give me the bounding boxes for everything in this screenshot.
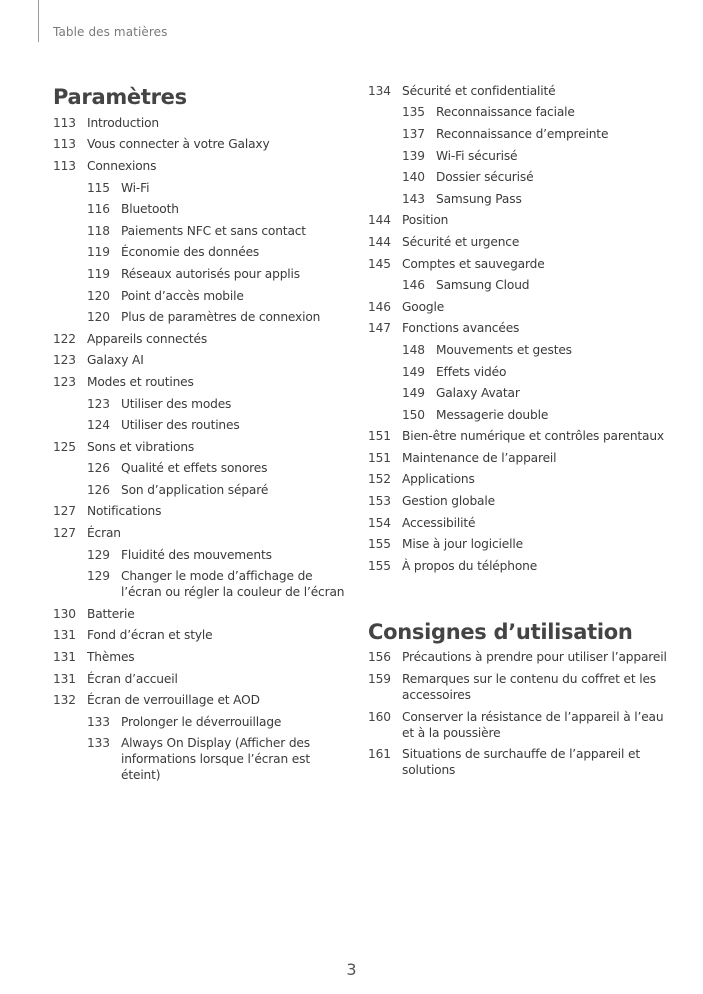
toc-entry[interactable] (53, 668, 353, 690)
toc-entry-label: Samsung Pass (436, 191, 522, 206)
toc-page-number: 147 (368, 321, 391, 336)
toc-subentry[interactable] (368, 382, 668, 404)
toc-entry[interactable] (368, 426, 668, 448)
toc-entry-label: Sécurité et urgence (402, 234, 520, 249)
toc-entry[interactable] (368, 80, 668, 102)
toc-entry-label: Point d’accès mobile (121, 288, 244, 303)
toc-subentry[interactable] (53, 565, 353, 603)
toc-entry-label: Utiliser des modes (121, 396, 232, 411)
toc-entry-label: Notifications (87, 504, 162, 519)
toc-entry-label: Maintenance de l’appareil (402, 450, 557, 465)
toc-entry-label: Prolonger le déverrouillage (121, 714, 282, 729)
toc-page-number: 127 (53, 504, 76, 519)
toc-entry[interactable] (53, 112, 353, 134)
toc-entry[interactable] (368, 447, 668, 469)
toc-entry-label: Réseaux autorisés pour applis (121, 266, 300, 281)
toc-page-number: 131 (53, 671, 76, 686)
toc-entry[interactable] (368, 647, 668, 669)
toc-page-number: 123 (53, 374, 76, 389)
toc-entry-label: Wi-Fi sécurisé (436, 148, 518, 163)
toc-page-number: 126 (87, 461, 110, 476)
toc-page-number: 131 (53, 628, 76, 643)
toc-entry[interactable] (368, 231, 668, 253)
toc-page-number: 127 (53, 526, 76, 541)
toc-entry[interactable] (368, 210, 668, 232)
toc-entry-label: Galaxy Avatar (436, 386, 520, 401)
toc-entry[interactable] (53, 350, 353, 372)
toc-entry-label: Mouvements et gestes (436, 342, 572, 357)
toc-page-number: 118 (87, 223, 110, 238)
toc-entry[interactable] (368, 490, 668, 512)
toc-entry-label: Wi-Fi (121, 180, 150, 195)
toc-entry-label: Son d’application séparé (121, 482, 269, 497)
toc-entry[interactable] (53, 501, 353, 523)
toc-entry-label: Utiliser des routines (121, 418, 240, 433)
toc-page-number: 129 (87, 547, 110, 562)
toc-entry[interactable] (53, 371, 353, 393)
toc-page-number: 135 (402, 105, 425, 120)
toc-page-number: 144 (368, 234, 391, 249)
toc-page-number: 153 (368, 494, 391, 509)
toc-page-number: 129 (87, 569, 110, 584)
toc-page-number: 134 (368, 83, 391, 98)
toc-page-number: 161 (368, 747, 391, 762)
toc-subentry[interactable] (53, 733, 353, 787)
toc-page-number: 113 (53, 137, 76, 152)
toc-page-number: 146 (402, 278, 425, 293)
toc-entry-label: Économie des données (121, 245, 260, 260)
toc-page-number: 144 (368, 213, 391, 228)
toc-page-number: 156 (368, 650, 391, 665)
toc-subentry[interactable] (53, 242, 353, 264)
toc-page-number: 146 (368, 299, 391, 314)
toc-page-number: 145 (368, 256, 391, 271)
toc-entry-label: Paiements NFC et sans contact (121, 223, 306, 238)
toc-entry-label: Écran d’accueil (87, 671, 178, 686)
toc-left-column (53, 80, 353, 786)
toc-entry[interactable] (53, 625, 353, 647)
toc-entry[interactable] (368, 318, 668, 340)
toc-page-number: 123 (87, 396, 110, 411)
toc-entry-label: Sécurité et confidentialité (402, 83, 556, 98)
toc-page-number: 131 (53, 650, 76, 665)
toc-subentry[interactable] (53, 458, 353, 480)
toc-entry-label: Thèmes (87, 650, 135, 665)
toc-entry-label: Gestion globale (402, 494, 495, 509)
toc-page-number: 133 (87, 736, 110, 751)
toc-subentry[interactable] (53, 544, 353, 566)
toc-entry-label: Conserver la résistance de l’appareil à l’eau et à la poussière (402, 709, 664, 740)
toc-entry-label: Vous connecter à votre Galaxy (87, 137, 270, 152)
toc-entry-label: Google (402, 299, 445, 314)
page-number: 3 (346, 960, 357, 979)
toc-entry-label: Changer le mode d’affichage de l’écran ou régler la couleur de l’écran (121, 569, 345, 600)
toc-entry[interactable] (368, 512, 668, 534)
toc-entry-label: Position (402, 213, 449, 228)
toc-entry[interactable] (53, 134, 353, 156)
toc-page-number: 159 (368, 672, 391, 687)
toc-entry-label: Applications (402, 472, 475, 487)
toc-subentry[interactable] (368, 123, 668, 145)
toc-subentry[interactable] (368, 102, 668, 124)
toc-subentry[interactable] (368, 361, 668, 383)
toc-right-column (368, 80, 668, 781)
toc-page-number: 126 (87, 482, 110, 497)
toc-entry-label: Connexions (87, 158, 157, 173)
toc-page-number: 140 (402, 170, 425, 185)
toc-subentry[interactable] (368, 339, 668, 361)
toc-page-number: 124 (87, 418, 110, 433)
toc-entry[interactable] (368, 533, 668, 555)
section-title-parametres: Paramètres (53, 85, 187, 109)
toc-entry-label: Modes et routines (87, 374, 194, 389)
toc-page-number: 139 (402, 148, 425, 163)
toc-entry-label: Introduction (87, 115, 160, 130)
running-header: Table des matières (53, 25, 168, 39)
toc-page-number: 125 (53, 439, 76, 454)
toc-subentry[interactable] (368, 188, 668, 210)
toc-page-number: 132 (53, 693, 76, 708)
toc-page-number: 150 (402, 407, 425, 422)
toc-entry[interactable] (53, 522, 353, 544)
toc-page-number: 148 (402, 342, 425, 357)
toc-entry[interactable] (53, 689, 353, 711)
toc-subentry[interactable] (53, 198, 353, 220)
toc-subentry[interactable] (53, 414, 353, 436)
toc-page-number: 152 (368, 472, 391, 487)
toc-entry-label: Précautions à prendre pour utiliser l’appareil (402, 650, 667, 665)
toc-page-number: 149 (402, 386, 425, 401)
toc-page-number: 149 (402, 364, 425, 379)
toc-entry-label: Effets vidéo (436, 364, 507, 379)
toc-entry-label: Accessibilité (402, 515, 476, 530)
toc-entry-label: À propos du téléphone (402, 558, 538, 573)
toc-entry-label: Bien-être numérique et contrôles parentaux (402, 429, 664, 444)
toc-entry-label: Situations de surchauffe de l’appareil et solutions (402, 747, 640, 778)
toc-page-number: 154 (368, 515, 391, 530)
toc-subentry[interactable] (53, 306, 353, 328)
toc-page-number: 143 (402, 191, 425, 206)
toc-page-number: 151 (368, 450, 391, 465)
toc-entry-list (368, 80, 668, 577)
toc-entry-label: Plus de paramètres de connexion (121, 310, 321, 325)
toc-entry-label: Batterie (87, 606, 135, 621)
toc-entry-label: Reconnaissance d’empreinte (436, 126, 609, 141)
toc-entry[interactable] (53, 155, 353, 177)
toc-entry-label: Samsung Cloud (436, 278, 530, 293)
toc-page-number: 123 (53, 353, 76, 368)
toc-subentry[interactable] (368, 274, 668, 296)
toc-subentry[interactable] (368, 145, 668, 167)
toc-subentry[interactable] (53, 479, 353, 501)
toc-subentry[interactable] (53, 711, 353, 733)
toc-page-number: 160 (368, 709, 391, 724)
toc-entry[interactable] (53, 436, 353, 458)
toc-entry-label: Appareils connectés (87, 331, 208, 346)
toc-entry-label: Fond d’écran et style (87, 628, 213, 643)
toc-subentry[interactable] (53, 393, 353, 415)
toc-entry[interactable] (53, 603, 353, 625)
toc-entry[interactable] (368, 668, 668, 706)
toc-page-number: 113 (53, 115, 76, 130)
toc-page-number: 119 (87, 266, 110, 281)
toc-entry-label: Reconnaissance faciale (436, 105, 575, 120)
toc-entry-label: Messagerie double (436, 407, 549, 422)
toc-entry-label: Mise à jour logicielle (402, 537, 523, 552)
toc-page-number: 130 (53, 606, 76, 621)
toc-page-number: 137 (402, 126, 425, 141)
toc-page-number: 115 (87, 180, 110, 195)
toc-page-number: 113 (53, 158, 76, 173)
toc-entry-label: Écran de verrouillage et AOD (87, 693, 260, 708)
toc-entry-label: Écran (87, 526, 121, 541)
toc-page-number: 133 (87, 714, 110, 729)
toc-subentry[interactable] (368, 404, 668, 426)
toc-subentry[interactable] (53, 263, 353, 285)
toc-page-number: 122 (53, 331, 76, 346)
toc-entry[interactable] (368, 296, 668, 318)
toc-entry[interactable] (368, 743, 668, 781)
toc-entry-label: Fluidité des mouvements (121, 547, 272, 562)
toc-subentry[interactable] (368, 166, 668, 188)
header-divider (38, 0, 39, 42)
toc-entry-label: Bluetooth (121, 202, 179, 217)
toc-subentry[interactable] (53, 177, 353, 199)
toc-page-number: 151 (368, 429, 391, 444)
toc-entry[interactable] (368, 706, 668, 744)
toc-page-number: 155 (368, 558, 391, 573)
toc-entry-label: Qualité et effets sonores (121, 461, 268, 476)
toc-entry-label: Dossier sécurisé (436, 170, 534, 185)
toc-page-number: 155 (368, 537, 391, 552)
toc-subentry[interactable] (53, 285, 353, 307)
toc-entry-list (368, 647, 668, 781)
toc-entry[interactable] (368, 253, 668, 275)
toc-entry-list (53, 112, 353, 786)
toc-entry-label: Always On Display (Afficher des informations lorsque l’écran est éteint) (121, 736, 310, 783)
toc-page-number: 120 (87, 288, 110, 303)
toc-entry-label: Sons et vibrations (87, 439, 195, 454)
toc-entry[interactable] (53, 646, 353, 668)
toc-page-number: 120 (87, 310, 110, 325)
toc-entry[interactable] (368, 555, 668, 577)
toc-subentry[interactable] (53, 220, 353, 242)
toc-page-number: 119 (87, 245, 110, 260)
section-title-consignes: Consignes d’utilisation (368, 619, 633, 644)
toc-page-number: 116 (87, 202, 110, 217)
toc-entry-label: Comptes et sauvegarde (402, 256, 545, 271)
toc-entry[interactable] (368, 469, 668, 491)
toc-entry[interactable] (53, 328, 353, 350)
toc-entry-label: Remarques sur le contenu du coffret et les accessoires (402, 672, 656, 703)
toc-entry-label: Galaxy AI (87, 353, 144, 368)
toc-entry-label: Fonctions avancées (402, 321, 520, 336)
